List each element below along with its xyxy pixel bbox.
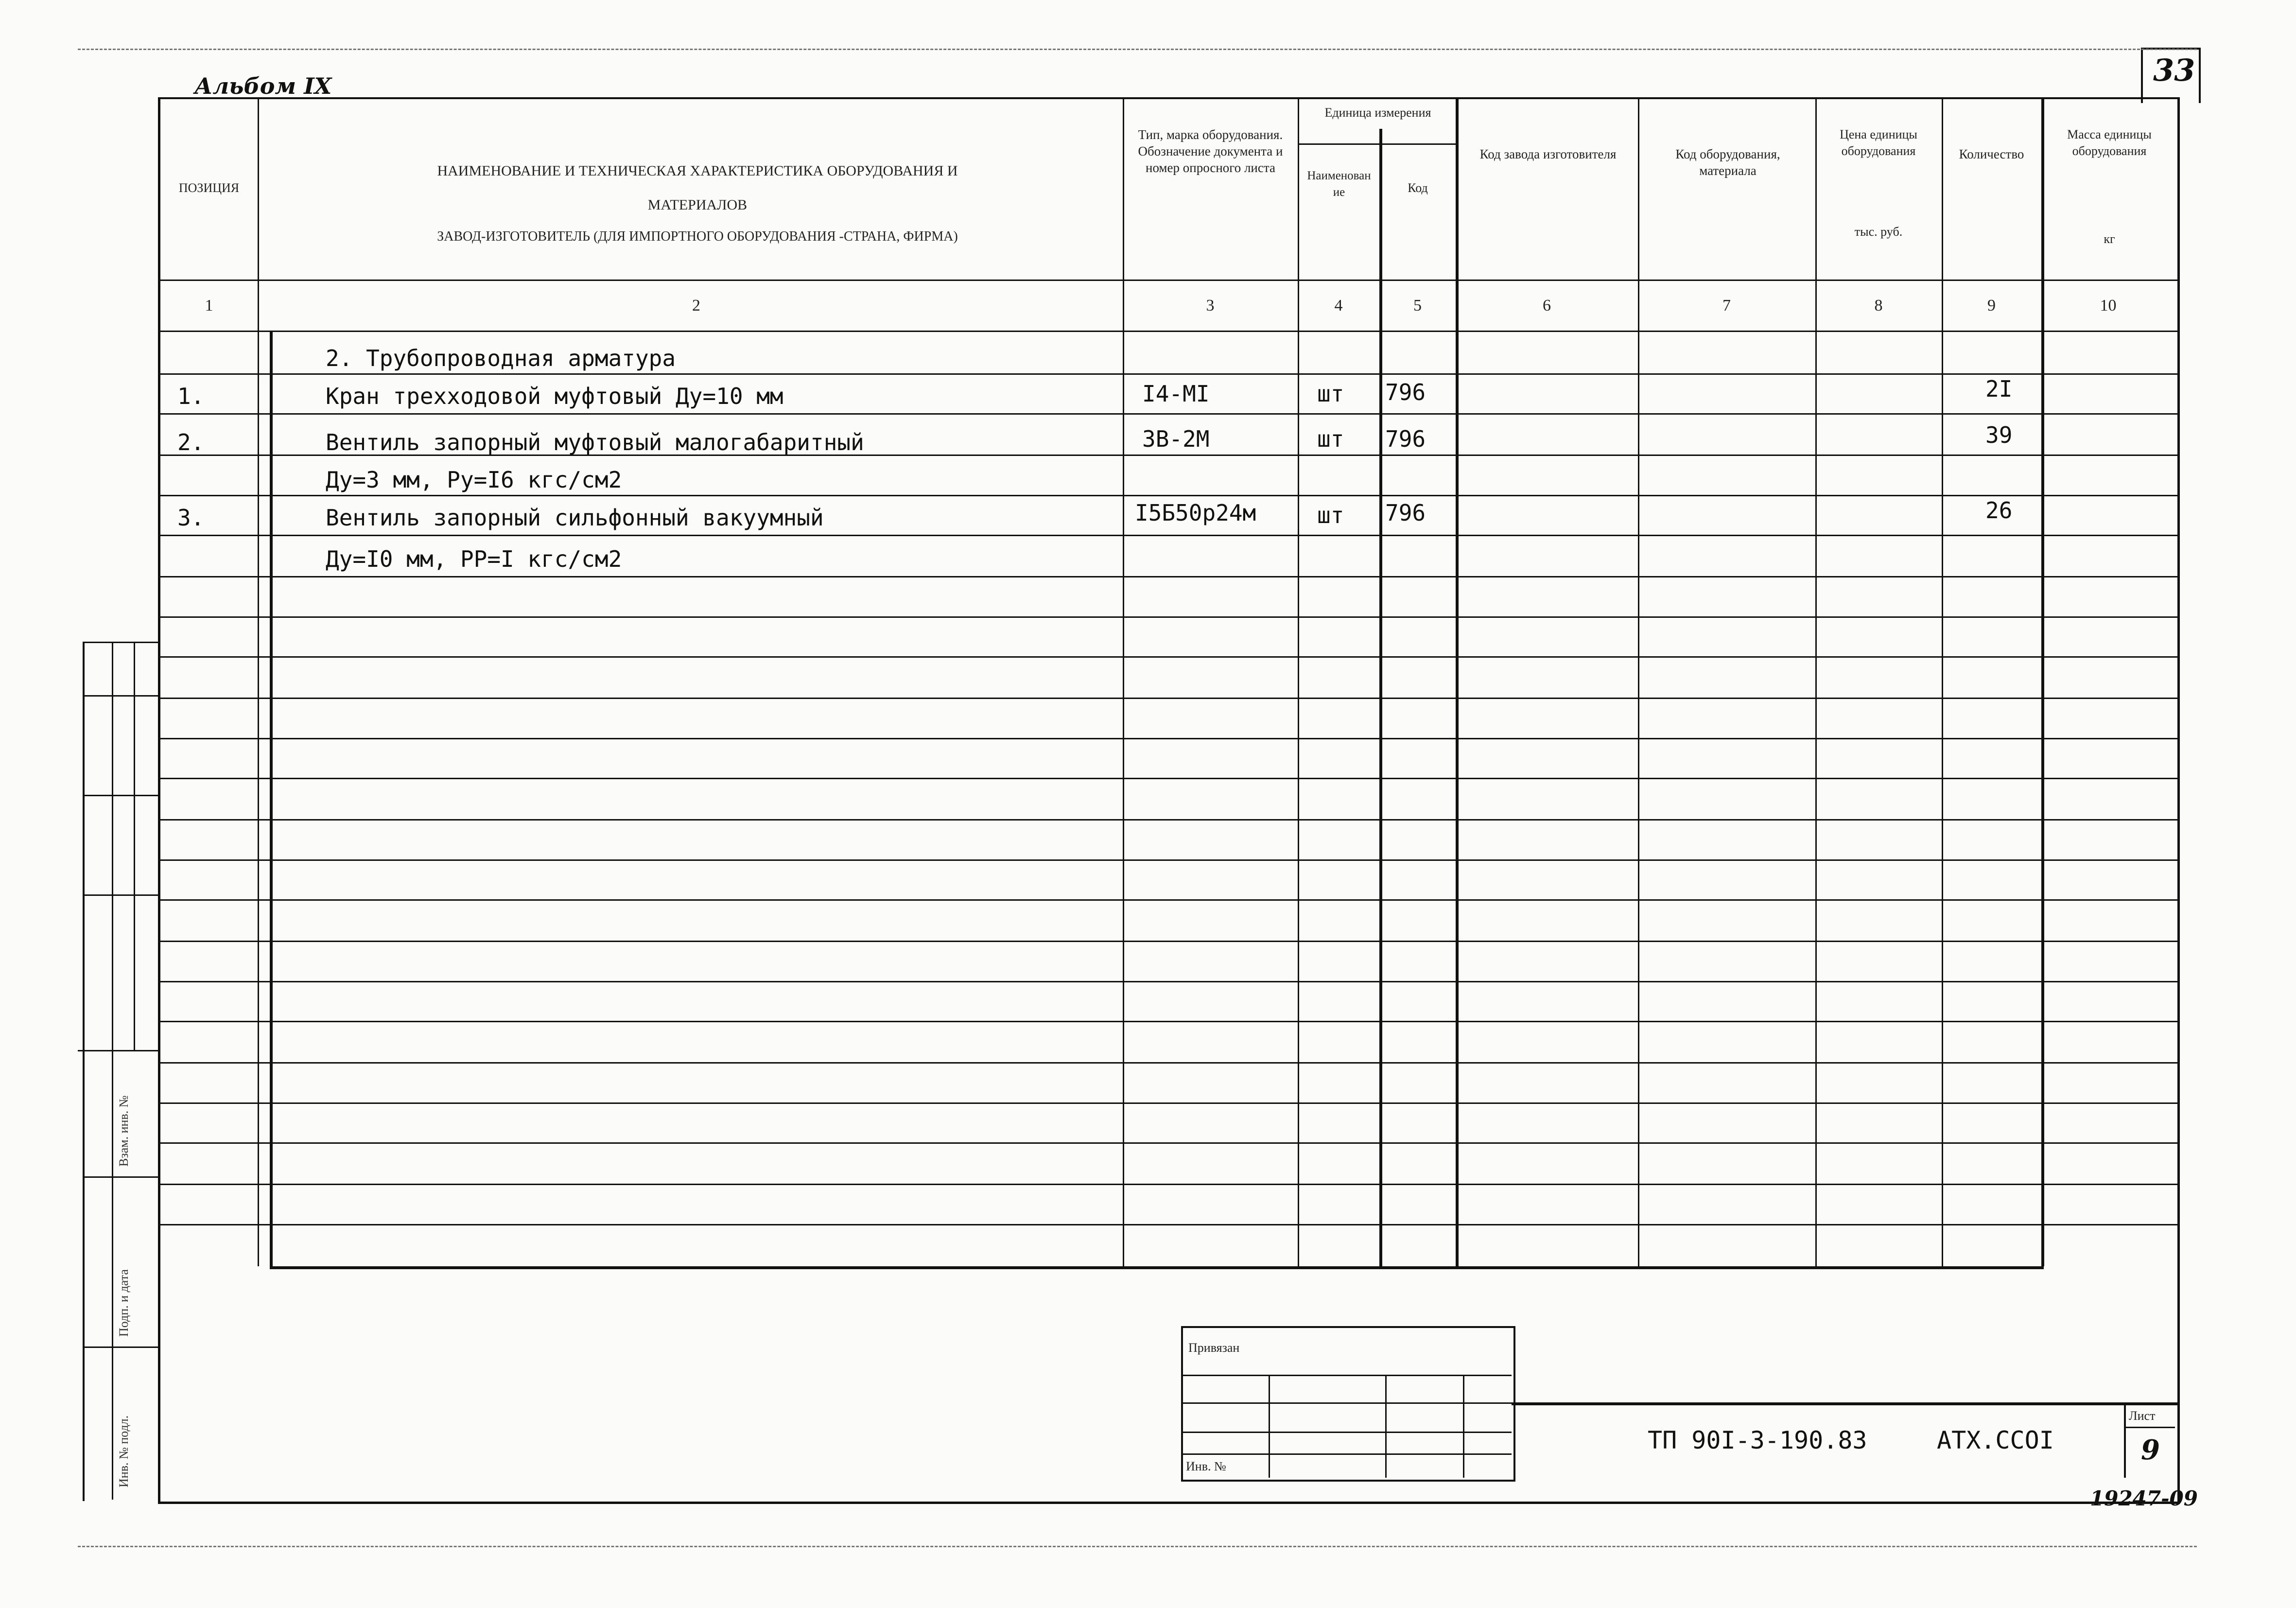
header-unit-code: Код bbox=[1408, 181, 1428, 195]
col-num-9: 9 bbox=[1987, 297, 1996, 315]
col-num-5: 5 bbox=[1413, 297, 1422, 315]
album-label: Альбом IX bbox=[194, 73, 332, 99]
row-3-unit: шт bbox=[1317, 502, 1344, 528]
col-num-2: 2 bbox=[692, 297, 700, 315]
row-2-position: 2. bbox=[177, 429, 205, 455]
row-2-unit: шт bbox=[1317, 426, 1344, 452]
section-title: 2. Трубопроводная арматура bbox=[326, 345, 676, 371]
row-1-position: 1. bbox=[177, 383, 205, 409]
sheet-number: 9 bbox=[2141, 1434, 2160, 1466]
col-num-6: 6 bbox=[1543, 297, 1551, 315]
side-strip bbox=[83, 642, 160, 1501]
col-num-3: 3 bbox=[1206, 297, 1215, 315]
row-1-name: Кран трехходовой муфтовый Ду=10 мм bbox=[326, 383, 783, 409]
row-2-spec: Ду=3 мм, Ру=I6 кгс/см2 bbox=[326, 467, 622, 493]
stamp-primenen: Привязан bbox=[1188, 1341, 1240, 1355]
row-1-quantity: 2I bbox=[1985, 376, 2013, 402]
doc-code: ТП 90I-3-190.83 bbox=[1648, 1426, 1867, 1454]
row-3-position: 3. bbox=[177, 505, 205, 531]
header-price: Цена единицы оборудования bbox=[1840, 127, 1917, 158]
row-3-spec: Ду=I0 мм, РР=I кгс/см2 bbox=[326, 546, 622, 572]
row-2-type: 3B-2M bbox=[1142, 426, 1210, 452]
header-factory-code: Код завода изготовителя bbox=[1479, 147, 1617, 161]
header-name-line1: НАИМЕНОВАНИЕ И ТЕХНИЧЕСКАЯ ХАРАКТЕРИСТИКА ОБОРУДОВАНИЯ И bbox=[437, 163, 958, 179]
stamp-inv-no: Инв. № bbox=[1186, 1459, 1226, 1473]
header-name-line3: ЗАВОД-ИЗГОТОВИТЕЛЬ (ДЛЯ ИМПОРТНОГО ОБОРУДОВАНИЯ -СТРАНА, ФИРМА) bbox=[437, 229, 958, 244]
row-2-quantity: 39 bbox=[1985, 422, 2013, 448]
row-1-unit: шт bbox=[1317, 381, 1344, 407]
header-name-line2: МАТЕРИАЛОВ bbox=[647, 197, 748, 213]
side-label-replace: Взам. инв. № bbox=[117, 1095, 131, 1167]
header-price-unit: тыс. руб. bbox=[1854, 225, 1903, 239]
row-3-code: 796 bbox=[1385, 500, 1426, 526]
header-type: Тип, марка оборудования. Обозначение документа и номер опросного листа bbox=[1138, 127, 1283, 175]
bottom-rule bbox=[78, 1546, 2197, 1547]
col-num-4: 4 bbox=[1334, 297, 1343, 315]
header-mass-unit: кг bbox=[2104, 232, 2115, 246]
col-num-7: 7 bbox=[1722, 297, 1731, 315]
header-quantity: Количество bbox=[1959, 147, 2024, 161]
row-2-name: Вентиль запорный муфтовый малогабаритный bbox=[326, 429, 864, 455]
row-2-code: 796 bbox=[1385, 426, 1426, 452]
page-number: 33 bbox=[2153, 52, 2195, 88]
sheet-code: АТХ.ССОI bbox=[1937, 1426, 2054, 1454]
header-position: ПОЗИЦИЯ bbox=[178, 181, 240, 195]
header-mass: Масса единицы оборудования bbox=[2067, 127, 2152, 158]
row-3-quantity: 26 bbox=[1985, 497, 2013, 524]
header-unit-name: Наименование bbox=[1307, 169, 1371, 199]
sheet-label: Лист bbox=[2129, 1409, 2156, 1423]
col-num-8: 8 bbox=[1874, 297, 1883, 315]
col-num-10: 10 bbox=[2100, 297, 2117, 315]
header-unit-group: Единица измерения bbox=[1324, 105, 1431, 120]
header-equipment-code: Код оборудования, материала bbox=[1675, 147, 1780, 178]
row-1-type: I4-MI bbox=[1142, 381, 1210, 407]
side-label-sign: Подп. и дата bbox=[117, 1269, 131, 1337]
archive-number: 19247-09 bbox=[2090, 1486, 2198, 1510]
row-3-name: Вентиль запорный сильфонный вакуумный bbox=[326, 505, 824, 531]
row-3-type: I5Б50р24м bbox=[1135, 500, 1256, 526]
top-rule bbox=[78, 49, 2197, 50]
side-label-inv: Инв. № подл. bbox=[117, 1415, 131, 1487]
col-num-1: 1 bbox=[205, 297, 213, 315]
row-1-code: 796 bbox=[1385, 379, 1426, 405]
